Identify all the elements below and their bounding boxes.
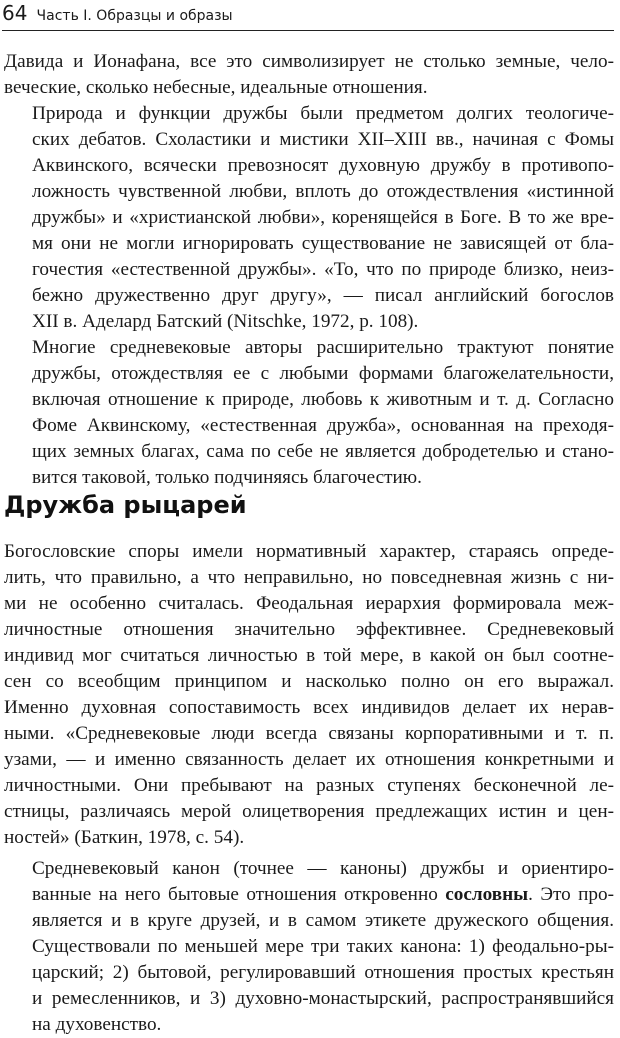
text-line: Именно духовная сопоставимость всех индивидов делает их нерав- [4, 697, 614, 718]
paragraph-4 [4, 539, 614, 851]
text-line: сен со всеобщим принципом и насколько полно он его выражал. [4, 671, 614, 692]
text-line: ских дебатов. Схоластики и мистики XII–XIII вв., начиная с Фомы [32, 129, 614, 150]
text-run: ванные на него бытовые отношения откровенно [32, 884, 446, 905]
text-run: . Это про- [528, 884, 614, 905]
text-line: щих земных благах, сама по себе не является добродетелью и стано- [32, 441, 614, 462]
running-title: Часть I. Образцы и образы [36, 8, 233, 24]
text-line: Природа и функции дружбы были предметом долгих теологиче- [32, 103, 614, 124]
text-line: бежно дружественно друг другу», — писал английский богослов [32, 285, 614, 306]
text-line: включая отношение к природе, любовь к животным и т. д. Согласно [32, 389, 614, 410]
text-line: лить, что правильно, а что неправильно, но повседневная жизнь с ни- [4, 567, 614, 588]
text-line: Фоме Аквинскому, «естественная дружба», основанная на преходя- [32, 415, 614, 436]
text-line: мя они не могли игнорировать существование не зависящей от бла- [32, 233, 614, 254]
text-line: Средневековый канон (точнее — каноны) дружбы и ориентиро- [32, 858, 614, 879]
text-line: дружбы» и «христианской любви», коренящейся в Боге. В то же вре- [32, 207, 614, 228]
text-line: является и в круге друзей, и в самом этикете дружеского общения. [32, 910, 614, 931]
text-line: Давида и Ионафана, все это символизирует не столько земные, чело- [4, 51, 614, 72]
text-line: Богословские споры имели нормативный характер, стараясь опреде- [4, 541, 614, 562]
section-heading: Дружба рыцарей [4, 491, 247, 519]
text-line: ностей» (Баткин, 1978, с. 54). [4, 827, 245, 848]
text-line: дружбы, отождествляя ее с любыми формами благожелательности, [32, 363, 614, 384]
text-line: на духовенство. [32, 1014, 162, 1035]
text-line: личностные отношения значительно эффективнее. Средневековый [4, 619, 614, 640]
text-line: индивид мог считаться личностью в той мере, в какой он был соотне- [4, 645, 614, 666]
page-number: 64 [2, 1, 28, 25]
text-line: стницы, различаясь мерой олицетворения предлежащих истин и цен- [4, 801, 614, 822]
text-block-after-heading [4, 539, 614, 1038]
text-line: личностными. Они пребывают на разных ступенях бесконечной ле- [4, 775, 614, 796]
text-line: Многие средневековые авторы расширительно трактуют понятие [32, 337, 614, 358]
paragraph-5 [4, 856, 614, 1038]
text-line: веческие, сколько небесные, идеальные отношения. [4, 77, 428, 98]
text-line: узами, — и именно связанность делает их отношения конкретными и [4, 749, 614, 770]
text-line: Аквинского, всячески превозносят духовную дружбу в противопо- [32, 155, 614, 176]
bold-term: сословны [445, 884, 529, 905]
paragraph-2 [4, 101, 614, 335]
text-line: гочестия «естественной дружбы». «То, что по природе близко, неиз- [32, 259, 614, 280]
text-block-before-heading [4, 49, 614, 491]
text-line: и ремесленников, и 3) духовно-монастырский, распространявшийся [32, 988, 614, 1009]
running-head [2, 0, 614, 31]
text-line: вится таковой, только подчиняясь благочестию. [32, 467, 422, 488]
text-line: ными. «Средневековые люди всегда связаны корпоративными и т. п. [4, 723, 614, 744]
text-line: царский; 2) бытовой, регулировавший отношения простых крестьян [32, 962, 614, 983]
text-line: Существовали по меньшей мере три таких канона: 1) феодально-ры- [32, 936, 614, 957]
paragraph-1 [4, 49, 614, 101]
text-line: ложность чувственной любви, вплоть до отождествления «истинной [32, 181, 614, 202]
paragraph-3 [4, 335, 614, 491]
text-line-with-bold [4, 882, 614, 908]
text-line: ми не особенно считалась. Феодальная иерархия формировала меж- [4, 593, 614, 614]
text-line: XII в. Аделард Батский (Nitschke, 1972, p. 108). [32, 311, 419, 332]
